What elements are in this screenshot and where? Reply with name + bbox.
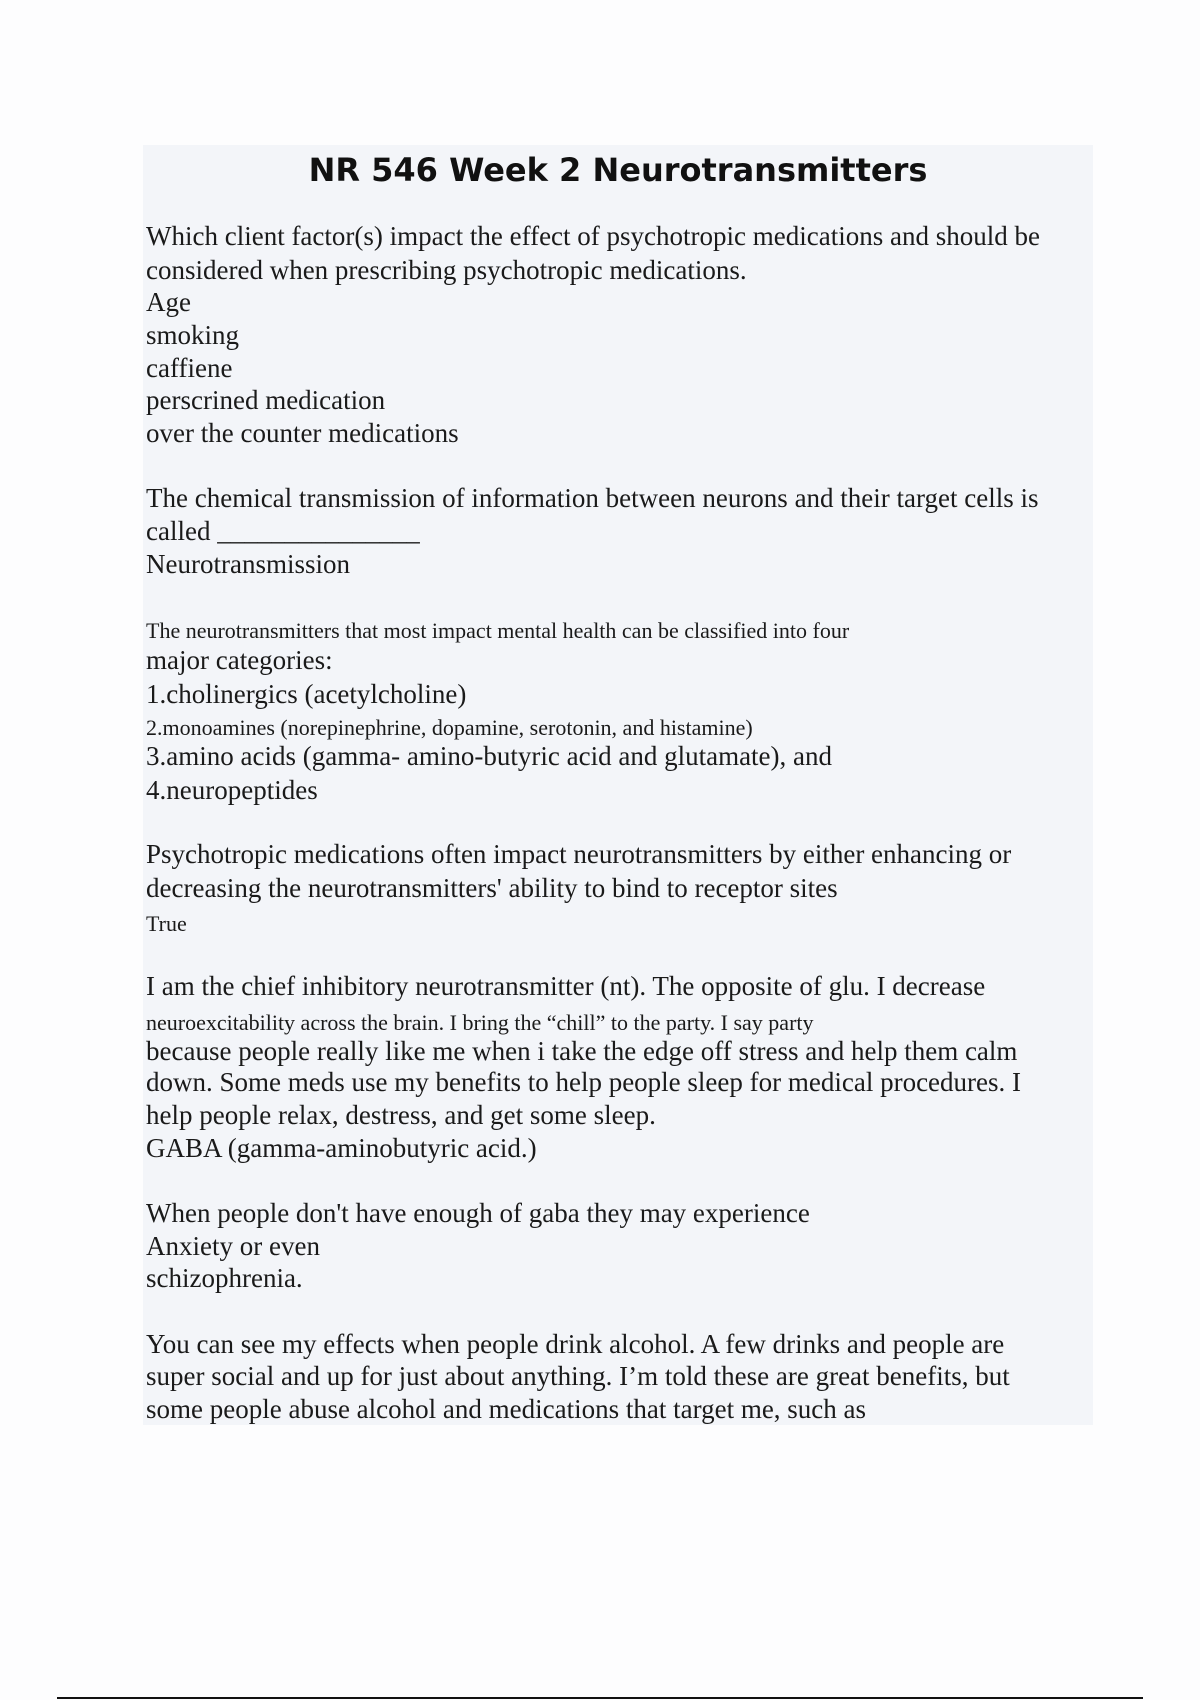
- q1-question-line-2: considered when prescribing psychotropic medications.: [146, 255, 747, 285]
- q3-item-cholinergics: 1.cholinergics (acetylcholine): [146, 679, 467, 709]
- q3-question-line-1: The neurotransmitters that most impact mental health can be classified into four: [146, 618, 850, 643]
- q3-question-line-2: major categories:: [146, 645, 333, 675]
- q6-answer-line-1: Anxiety or even: [146, 1231, 320, 1261]
- q3-item-neuropeptides: 4.neuropeptides: [146, 775, 318, 805]
- q6-question: When people don't have enough of gaba they may experience: [146, 1198, 810, 1228]
- q1-answer-otc: over the counter medications: [146, 418, 459, 448]
- q4-answer: True: [146, 911, 187, 936]
- q4-question-line-1: Psychotropic medications often impact neurotransmitters by either enhancing or: [146, 839, 1012, 869]
- q5-line-4: down. Some meds use my benefits to help people sleep for medical procedures. I: [146, 1067, 1022, 1097]
- q3-item-monoamines: 2.monoamines (norepinephrine, dopamine, serotonin, and histamine): [146, 715, 753, 740]
- q1-answer-caffiene: caffiene: [146, 353, 233, 383]
- q3-item-amino-acids: 3.amino acids (gamma- amino-butyric acid and glutamate), and: [146, 741, 833, 771]
- q6-answer-line-2: schizophrenia.: [146, 1263, 303, 1293]
- footer-divider: [57, 1697, 1143, 1699]
- q7-line-2: super social and up for just about anything. I’m told these are great benefits, but: [146, 1361, 1010, 1391]
- q5-line-1: I am the chief inhibitory neurotransmitter (nt). The opposite of glu. I decrease: [146, 971, 986, 1001]
- q4-question-line-2: decreasing the neurotransmitters' ability to bind to receptor sites: [146, 873, 838, 903]
- q5-line-3: because people really like me when i take the edge off stress and help them calm: [146, 1036, 1018, 1066]
- q1-answer-prescribed: perscrined medication: [146, 385, 386, 415]
- q1-answer-smoking: smoking: [146, 320, 240, 350]
- q2-question-line-1: The chemical transmission of information between neurons and their target cells is: [146, 483, 1039, 513]
- q7-line-1: You can see my effects when people drink alcohol. A few drinks and people are: [146, 1329, 1005, 1359]
- q1-answer-age: Age: [146, 287, 191, 317]
- q1-question-line-1: Which client factor(s) impact the effect of psychotropic medications and should be: [146, 221, 1040, 251]
- q5-answer: GABA (gamma-aminobutyric acid.): [146, 1133, 537, 1163]
- q5-line-5: help people relax, destress, and get some sleep.: [146, 1100, 656, 1130]
- q2-answer: Neurotransmission: [146, 549, 350, 579]
- q2-question-line-2: called _______________: [146, 516, 420, 546]
- q5-line-2: neuroexcitability across the brain. I bring the “chill” to the party. I say party: [146, 1010, 814, 1035]
- q7-line-3: some people abuse alcohol and medications that target me, such as: [146, 1394, 867, 1424]
- document-title: NR 546 Week 2 Neurotransmitters: [308, 151, 928, 189]
